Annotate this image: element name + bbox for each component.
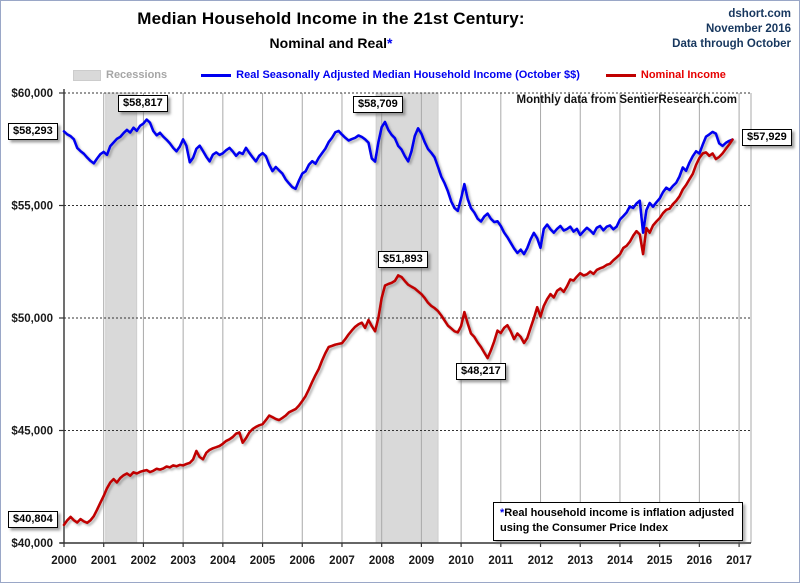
legend-real-label: Real Seasonally Adjusted Median Household Income (October $$) (236, 69, 580, 81)
x-axis-label: 2004 (210, 555, 236, 567)
x-axis-label: 2006 (289, 555, 316, 567)
value-callout: $58,709 (353, 96, 403, 113)
footnote-line2: using the Consumer Price Index (500, 522, 669, 534)
x-axis-label: 2010 (448, 555, 474, 567)
x-axis-label: 2013 (567, 555, 594, 567)
x-axis-label: 2014 (607, 555, 633, 567)
x-axis-label: 2000 (51, 555, 77, 567)
value-callout: $58,817 (118, 95, 168, 112)
x-axis-label: 2016 (686, 555, 713, 567)
source-note: Data through October (672, 38, 791, 50)
source-site: dshort.com (728, 8, 791, 20)
chart-canvas (1, 1, 799, 582)
y-axis-label: $50,000 (11, 313, 53, 325)
footnote-line1: Real household income is inflation adjusted (504, 507, 735, 519)
y-axis-label: $55,000 (11, 200, 53, 213)
x-axis-label: 2009 (408, 555, 435, 567)
x-axis-label: 2005 (249, 555, 276, 567)
value-callout: $48,217 (456, 363, 506, 380)
x-axis-label: 2001 (90, 555, 117, 567)
value-callout: $40,804 (8, 511, 58, 528)
footnote-asterisk: * (500, 507, 505, 519)
x-axis-label: 2011 (488, 555, 514, 567)
value-callout: $58,293 (8, 123, 58, 140)
page-title: Median Household Income in the 21st Century: (137, 9, 525, 28)
legend-recessions-label: Recessions (106, 69, 168, 81)
value-callout: $57,929 (742, 129, 792, 146)
y-axis-label: $60,000 (11, 88, 53, 100)
x-axis-label: 2008 (368, 555, 395, 567)
x-axis-label: 2015 (646, 555, 673, 567)
y-axis-label: $40,000 (11, 538, 53, 550)
y-axis-label: $45,000 (11, 425, 53, 438)
x-axis-label: 2003 (170, 555, 196, 567)
x-axis-label: 2007 (329, 555, 355, 567)
data-source-note: Monthly data from SentierResearch.com (516, 94, 737, 106)
footnote-box (493, 502, 743, 541)
x-axis-label: 2002 (130, 555, 157, 567)
source-date: November 2016 (705, 23, 791, 35)
legend-nominal-label: Nominal Income (640, 69, 726, 81)
x-axis-label: 2017 (726, 555, 752, 567)
value-callout: $51,893 (378, 251, 428, 268)
subtitle-asterisk: * (387, 35, 393, 51)
subtitle-text: Nominal and Real (269, 35, 387, 51)
x-axis-label: 2012 (527, 555, 554, 567)
